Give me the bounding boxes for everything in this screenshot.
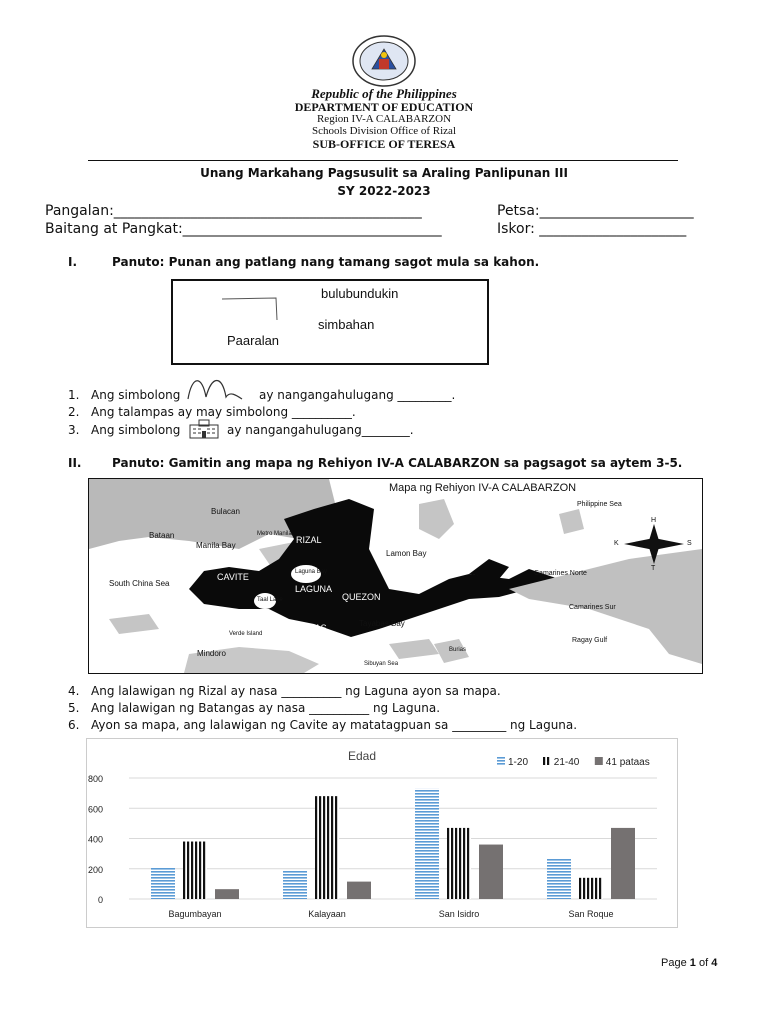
- page-current: 1: [689, 957, 696, 969]
- building-symbol-icon: [188, 419, 220, 439]
- legend-label-0: 1-20: [508, 757, 529, 768]
- chart-title: Edad: [347, 749, 377, 763]
- bar-san-roque-41-pataas: [611, 828, 635, 899]
- map-label-camarines-sur: Camarines Sur: [569, 604, 616, 611]
- region-line: Region IV-A CALABARZON: [316, 113, 452, 125]
- y-tick-label-3: 600: [87, 804, 103, 815]
- map-label-manila-bay: Manila Bay: [196, 541, 236, 550]
- division-line: Schools Division Office of Rizal: [312, 125, 456, 137]
- map-label-ragay-gulf: Ragay Gulf: [572, 637, 608, 644]
- x-tick-label-1: Kalayaan: [308, 909, 346, 919]
- bar-bagumbayan-21-40: [183, 842, 207, 899]
- part2-instruction: Panuto: Gamitin ang mapa ng Rehiyon IV-A CALABARZON sa pagsagot sa aytem 3-5.: [112, 456, 683, 470]
- item-4-number: 4.: [68, 684, 80, 698]
- x-tick-label-0: Bagumbayan: [168, 909, 222, 919]
- item-2-number: 2.: [68, 405, 80, 419]
- page-total: 4: [711, 957, 718, 969]
- y-tick-label-1: 200: [87, 864, 103, 875]
- bar-san-isidro-41-pataas: [479, 845, 503, 899]
- item-1-number: 1.: [68, 388, 80, 402]
- legend-label-2: 41 pataas: [605, 757, 650, 768]
- word-simbahan: simbahan: [318, 317, 375, 332]
- compass-west-label: K: [614, 540, 619, 547]
- item-3-post: ay nangangahulugang________.: [227, 423, 414, 437]
- item-3-pre: Ang simbolong: [91, 423, 181, 437]
- plateau-symbol-icon: [220, 296, 280, 322]
- score-field[interactable]: Iskor: _____________________: [497, 221, 687, 237]
- mountain-symbol-icon: [186, 377, 250, 401]
- map-label-south-china-sea: South China Sea: [109, 579, 170, 588]
- exam-year: SY 2022-2023: [337, 184, 431, 198]
- map-label-bataan: Bataan: [149, 531, 175, 540]
- header-rule: [88, 160, 678, 161]
- item-6-number: 6.: [68, 718, 80, 732]
- item-2-text: Ang talampas ay may simbolong __________.: [91, 405, 356, 419]
- map-label-taal-lake: Taal Lake: [257, 597, 283, 603]
- part1-instruction: Panuto: Punan ang patlang nang tamang sagot mula sa kahon.: [112, 255, 540, 269]
- chart-canvas: [87, 739, 677, 927]
- bar-san-isidro-21-40: [447, 828, 471, 899]
- department-line: DEPARTMENT OF EDUCATION: [294, 100, 474, 114]
- map-label-metro-manila: Metro Manila: [257, 531, 292, 537]
- bar-san-isidro-1-20: [415, 789, 439, 899]
- grade-section-field[interactable]: Baitang at Pangkat:_____________________________________: [45, 221, 442, 237]
- y-tick-label-2: 400: [87, 834, 103, 845]
- map-label-tayabas-bay: Tayabas Bay: [359, 619, 405, 628]
- bar-san-roque-21-40: [579, 878, 603, 899]
- word-bulubundukin: bulubundukin: [321, 286, 399, 301]
- item-5-text: Ang lalawigan ng Batangas ay nasa __________ ng Laguna.: [91, 701, 441, 715]
- map-label-rizal: RIZAL: [296, 535, 322, 545]
- map-label-verde: Verde Island: [229, 631, 263, 637]
- bar-kalayaan-1-20: [283, 870, 307, 899]
- map-label-sibuyan-sea: Sibuyan Sea: [364, 661, 399, 667]
- map-label-burias: Burias: [449, 647, 467, 653]
- x-tick-label-2: San Isidro: [438, 909, 480, 919]
- bar-bagumbayan-1-20: [151, 867, 175, 899]
- compass-south-label: T: [651, 565, 656, 572]
- map-label-cavite: CAVITE: [217, 572, 249, 582]
- item-4-text: Ang lalawigan ng Rizal ay nasa __________ ng Laguna ayon sa mapa.: [91, 684, 501, 698]
- legend-label-1: 21-40: [553, 757, 580, 768]
- item-1-post: ay nangangahulugang _________.: [259, 388, 456, 402]
- word-paaralan: Paaralan: [227, 333, 280, 348]
- bar-kalayaan-21-40: [315, 796, 339, 899]
- page-indicator: [661, 957, 717, 969]
- legend-swatch-2: [595, 757, 603, 765]
- map-label-laguna: LAGUNA: [295, 584, 333, 594]
- part2-number: II.: [68, 456, 82, 470]
- map-label-lamon-bay: Lamon Bay: [386, 549, 427, 558]
- part1-number: I.: [68, 255, 78, 269]
- item-3-number: 3.: [68, 423, 80, 437]
- y-tick-label-0: 0: [97, 895, 103, 905]
- map-title: Mapa ng Rehiyon IV-A CALABARZON: [389, 482, 577, 494]
- bar-san-roque-1-20: [547, 858, 571, 899]
- map-label-camarines-norte: Camarines Norte: [534, 570, 587, 577]
- deped-seal: [352, 35, 416, 87]
- compass-north-label: H: [651, 517, 657, 524]
- republic-line: Republic of the Philippines: [311, 86, 457, 101]
- legend-swatch-1: [543, 757, 551, 765]
- name-field[interactable]: Pangalan:____________________________________________: [45, 203, 422, 219]
- y-tick-label-4: 800: [87, 774, 103, 784]
- x-tick-label-3: San Roque: [568, 909, 614, 919]
- compass-east-label: S: [687, 540, 692, 547]
- bar-bagumbayan-41-pataas: [215, 889, 239, 899]
- item-1-pre: Ang simbolong: [91, 388, 181, 402]
- map-graphic: [89, 479, 702, 673]
- suboffice-line: SUB-OFFICE OF TERESA: [312, 137, 456, 151]
- page-word: Page: [661, 957, 687, 969]
- map-label-quezon: QUEZON: [342, 592, 381, 602]
- date-field[interactable]: Petsa:______________________: [497, 203, 694, 219]
- age-bar-chart: [86, 738, 678, 928]
- item-6-text: Ayon sa mapa, ang lalawigan ng Cavite ay matatagpuan sa _________ ng Laguna.: [91, 718, 578, 732]
- map-label-philippine-sea: Philippine Sea: [577, 501, 622, 508]
- legend-swatch-0: [497, 757, 505, 765]
- calabarzon-map: [88, 478, 703, 674]
- bar-kalayaan-41-pataas: [347, 882, 371, 899]
- map-label-batangas: BATANGAS: [279, 623, 327, 633]
- map-label-bulacan: Bulacan: [211, 507, 240, 516]
- map-label-mindoro: Mindoro: [197, 649, 226, 658]
- map-label-laguna-bay: Laguna Bay: [295, 569, 328, 575]
- page-of: of: [698, 957, 709, 969]
- exam-title: Unang Markahang Pagsusulit sa Araling Panlipunan III: [200, 166, 568, 180]
- item-5-number: 5.: [68, 701, 80, 715]
